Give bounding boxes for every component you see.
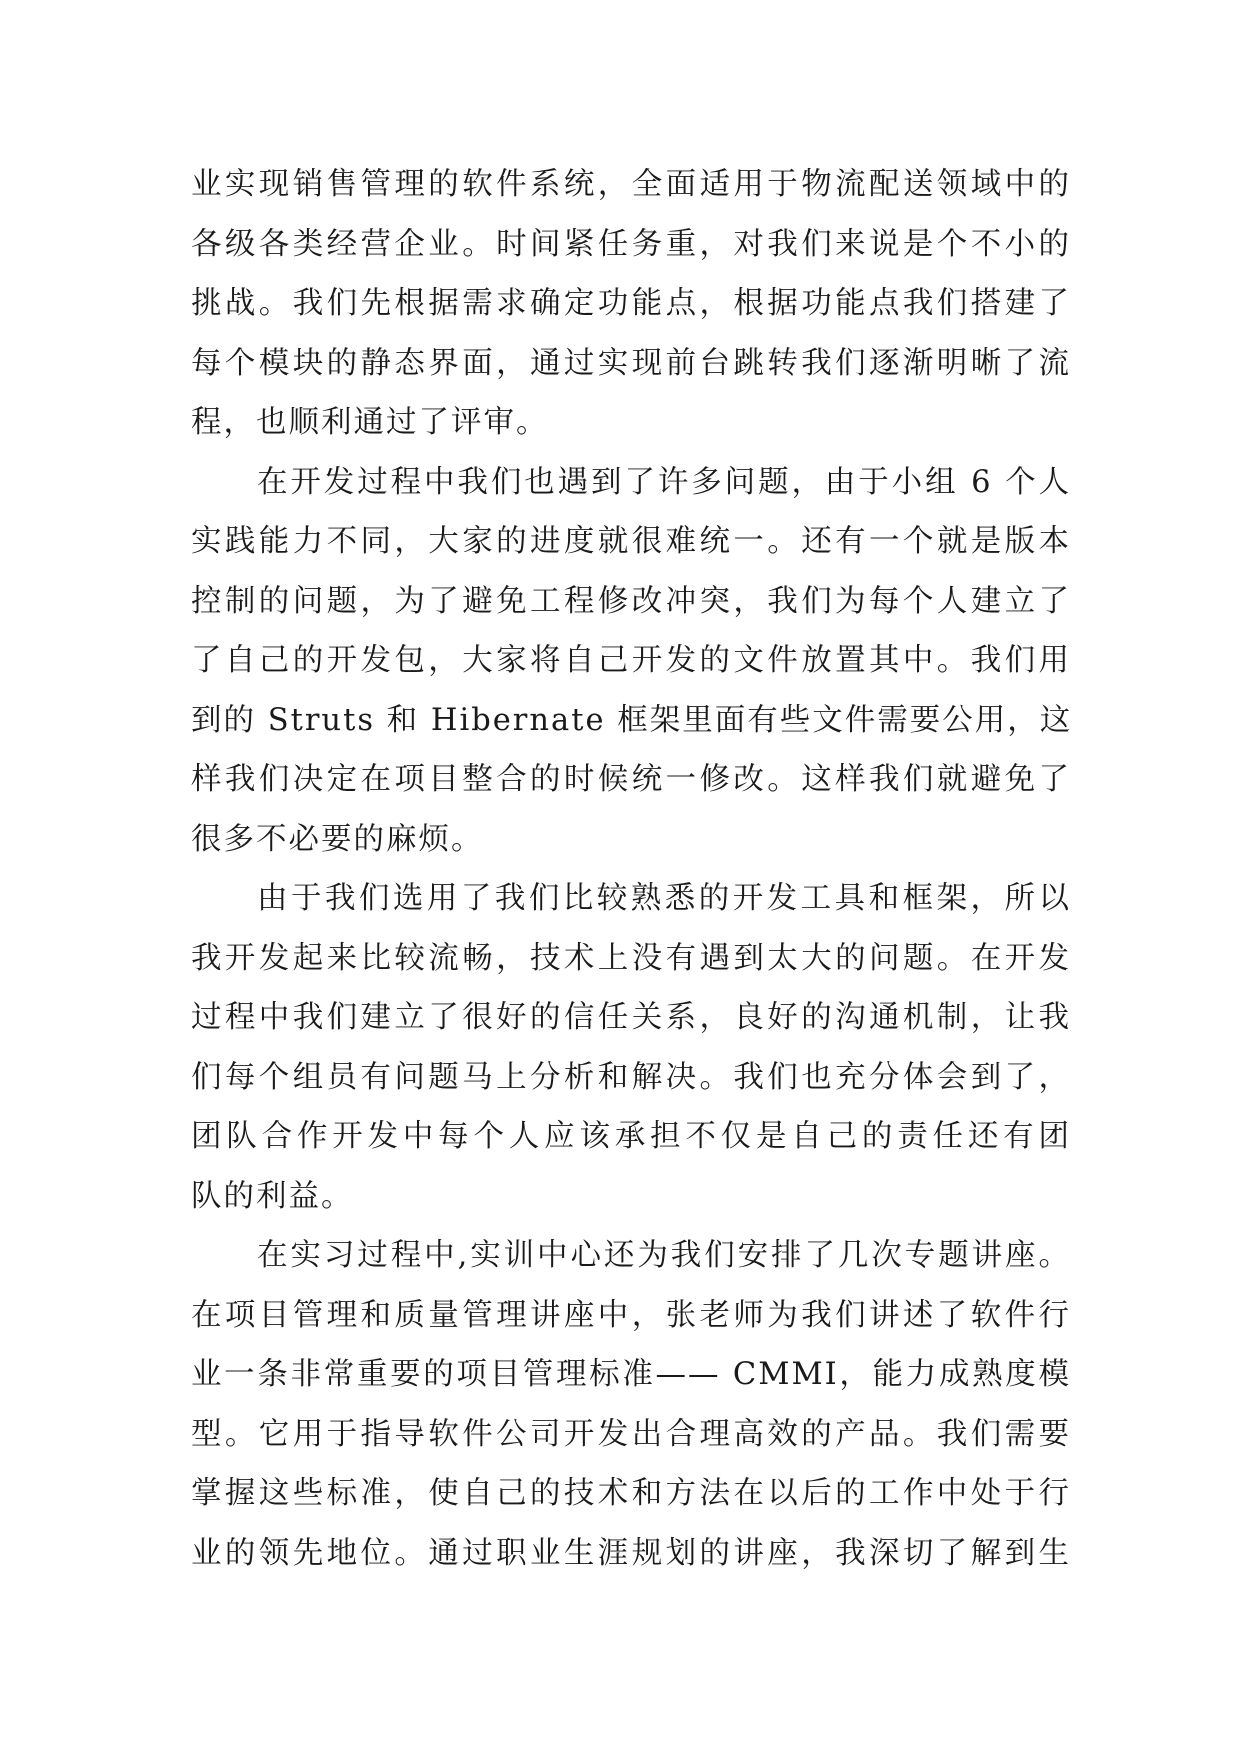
text-line: 了自己的开发包，大家将自己开发的文件放置其中。我们用 bbox=[191, 643, 1071, 678]
text-line: 控制的问题，为了避免工程修改冲突，我们为每个人建立了 bbox=[191, 583, 1071, 619]
text-line: 业一条非常重要的项目管理标准—— CMMI，能力成熟度模 bbox=[191, 1357, 1071, 1392]
text-line: 在项目管理和质量管理讲座中，张老师为我们讲述了软件行 bbox=[191, 1297, 1071, 1333]
text-line: 程，也顺利通过了评审。 bbox=[191, 405, 549, 440]
text-line: 型。它用于指导软件公司开发出合理高效的产品。我们需要 bbox=[191, 1416, 1071, 1452]
paragraph-1 bbox=[191, 155, 1071, 453]
text-line: 我开发起来比较流畅，技术上没有遇到太大的问题。在开发 bbox=[191, 940, 1071, 976]
document-body bbox=[191, 155, 1071, 1583]
text-line: 团队合作开发中每个人应该承担不仅是自己的责任还有团 bbox=[191, 1119, 1071, 1154]
text-line: 各级各类经营企业。时间紧任务重，对我们来说是个不小的 bbox=[191, 226, 1071, 262]
text-line: 实践能力不同，大家的进度就很难统一。还有一个就是版本 bbox=[191, 524, 1071, 559]
text-line: 由于我们选用了我们比较熟悉的开发工具和框架，所以 bbox=[257, 881, 1071, 916]
paragraph-2 bbox=[191, 453, 1071, 870]
text-line: 掌握这些标准，使自己的技术和方法在以后的工作中处于行 bbox=[191, 1476, 1071, 1511]
text-line: 们每个组员有问题马上分析和解决。我们也充分体会到了， bbox=[191, 1059, 1071, 1095]
text-line: 队的利益。 bbox=[191, 1178, 354, 1214]
text-line: 样我们决定在项目整合的时候统一修改。这样我们就避免了 bbox=[191, 762, 1071, 797]
text-line: 在开发过程中我们也遇到了许多问题，由于小组 6 个人 bbox=[257, 464, 1071, 500]
text-line: 挑战。我们先根据需求确定功能点，根据功能点我们搭建了 bbox=[191, 286, 1071, 321]
text-line: 到的 Struts 和 Hibernate 框架里面有些文件需要公用，这 bbox=[191, 702, 1073, 738]
text-line: 每个模块的静态界面，通过实现前台跳转我们逐渐明晰了流 bbox=[191, 345, 1071, 381]
text-line: 很多不必要的麻烦。 bbox=[191, 821, 484, 857]
text-line: 业的领先地位。通过职业生涯规划的讲座，我深切了解到生 bbox=[191, 1535, 1071, 1571]
text-line: 在实习过程中,实训中心还为我们安排了几次专题讲座。 bbox=[257, 1238, 1071, 1273]
paragraph-3 bbox=[191, 869, 1071, 1226]
paragraph-4 bbox=[191, 1226, 1071, 1583]
text-line: 过程中我们建立了很好的信任关系，良好的沟通机制，让我 bbox=[191, 1000, 1071, 1035]
text-line: 业实现销售管理的软件系统，全面适用于物流配送领域中的 bbox=[191, 167, 1071, 202]
